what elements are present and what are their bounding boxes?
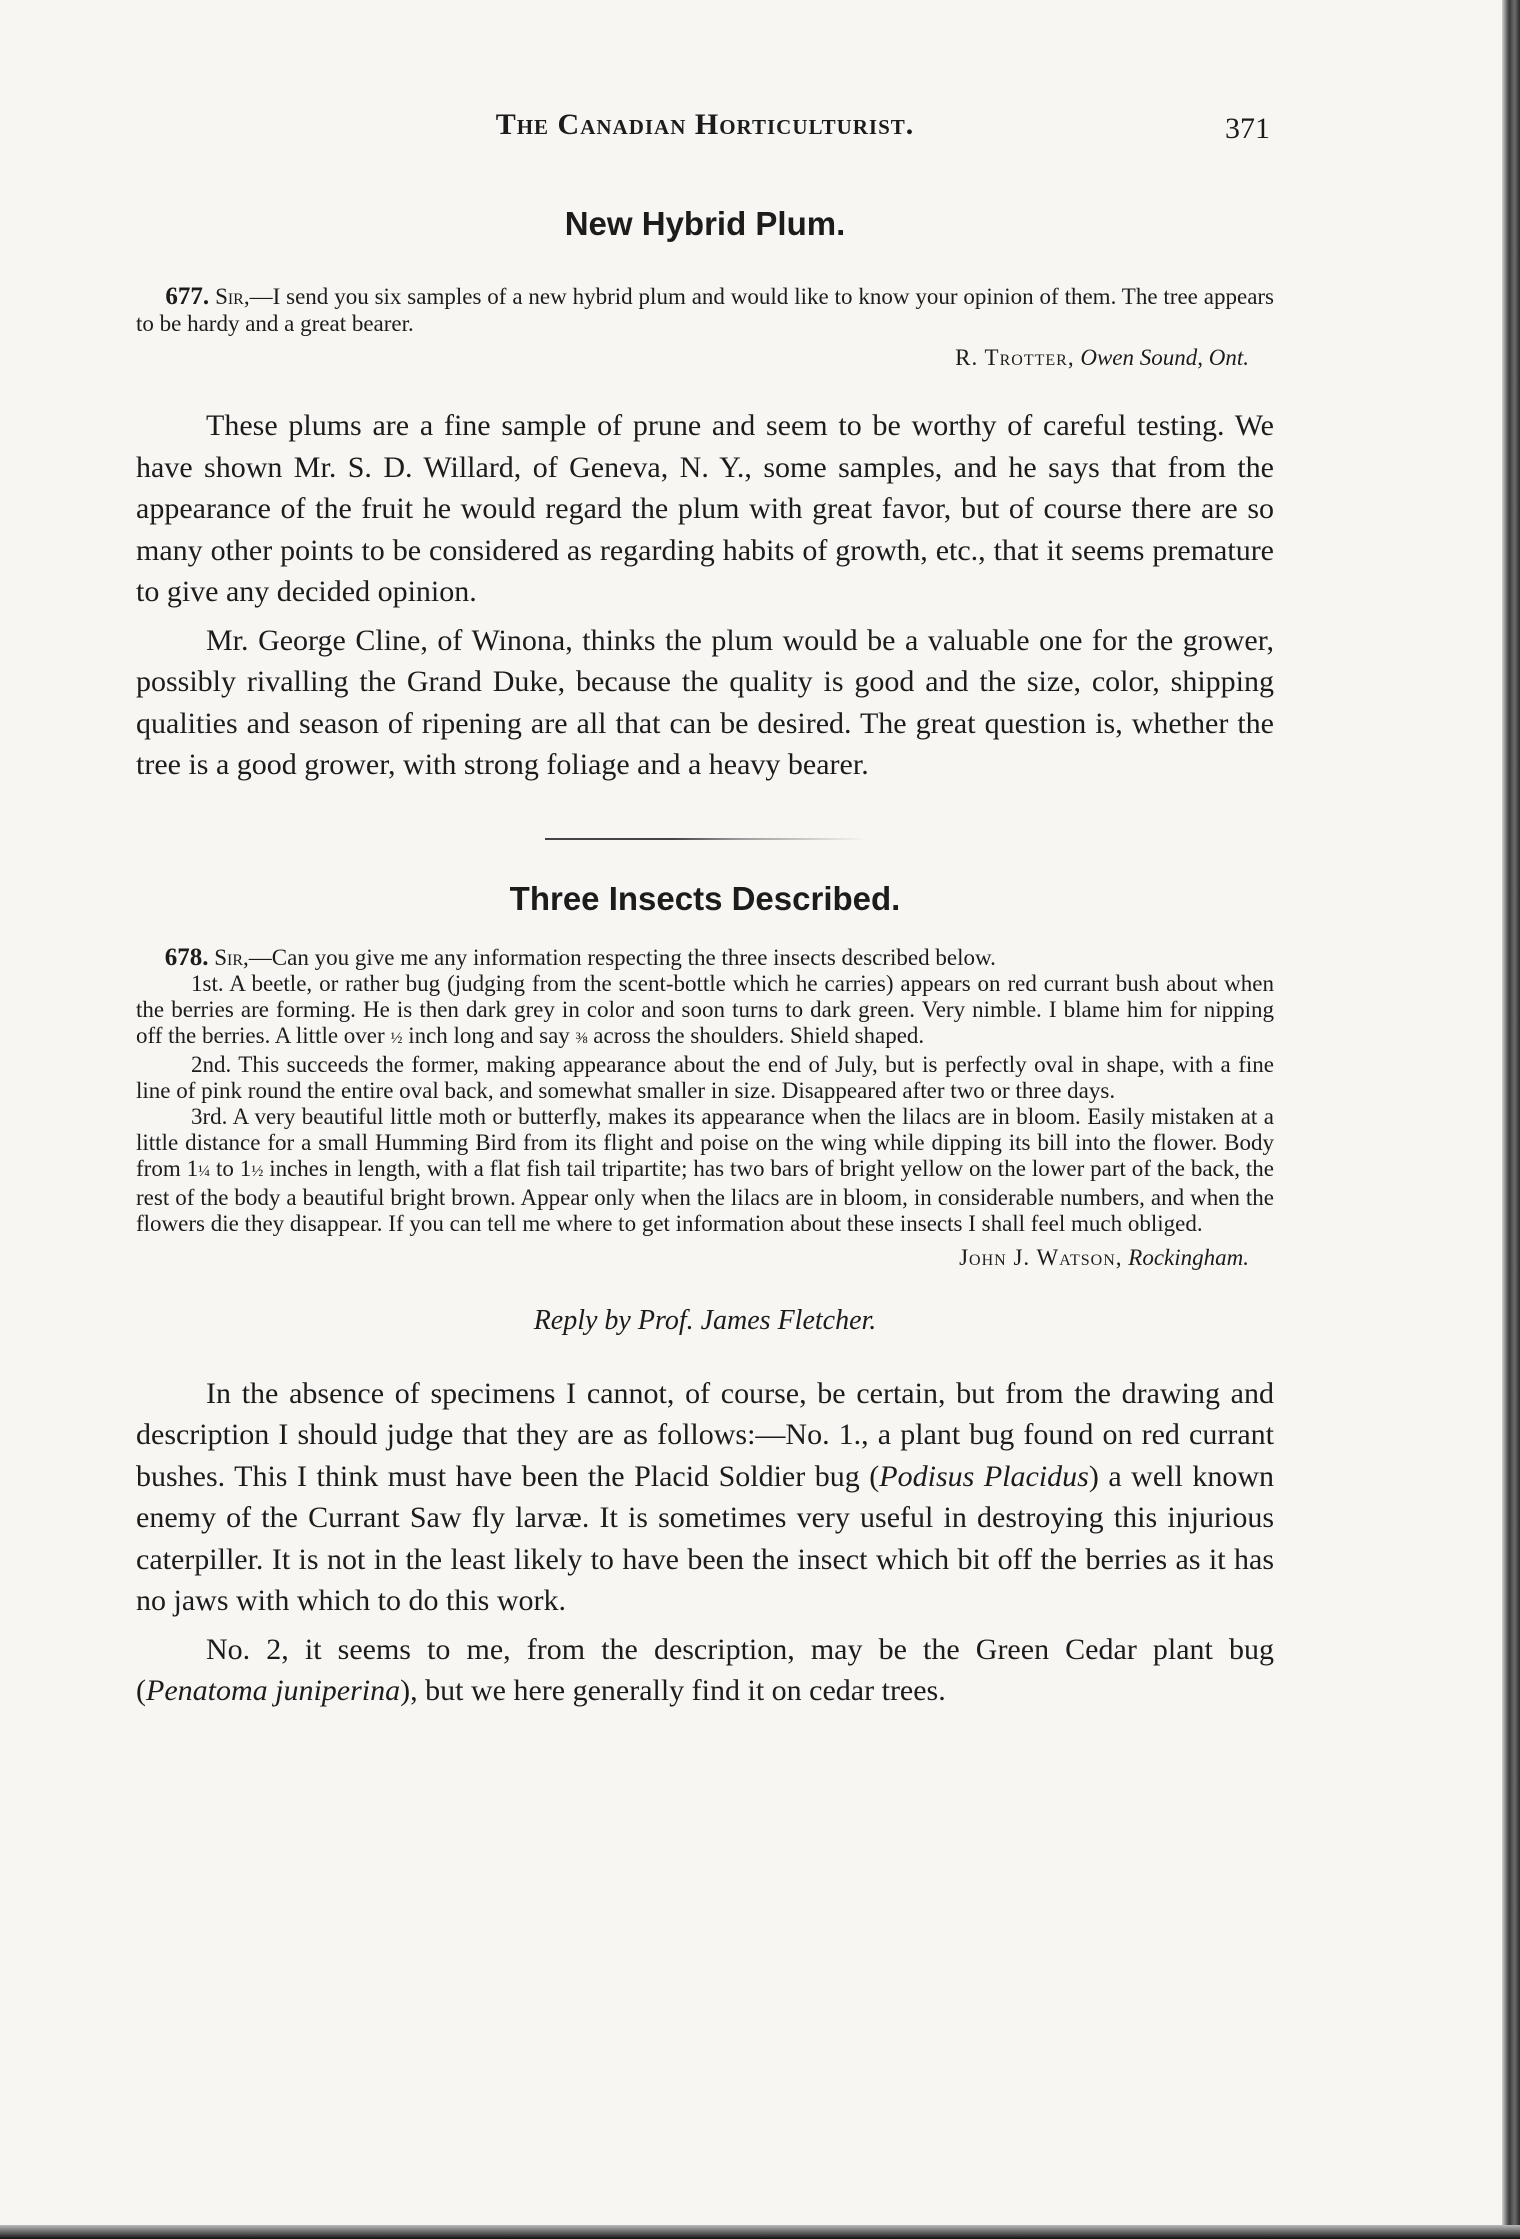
insect-description-1 bbox=[136, 971, 1274, 1052]
reply-paragraph bbox=[136, 1629, 1274, 1712]
page-bottom-edge bbox=[0, 2225, 1520, 2239]
page-content bbox=[136, 205, 1274, 1712]
fraction: ½ bbox=[390, 1029, 403, 1047]
reply-text: No. 2, it seems to me, from the description, may be the Green Cedar plant bug ( bbox=[136, 1632, 1274, 1707]
signature-place: Owen Sound, Ont. bbox=[1080, 345, 1249, 370]
letter-salutation: Sir, bbox=[215, 284, 250, 309]
article-new-hybrid-plum bbox=[136, 205, 1274, 786]
letter-number: 678. bbox=[164, 943, 209, 971]
reply-heading: Reply by Prof. James Fletcher. bbox=[533, 1304, 877, 1336]
letter-678 bbox=[136, 944, 1274, 971]
letter-salutation: Sir, bbox=[214, 944, 249, 970]
species-name: Penatoma juniperina bbox=[146, 1674, 401, 1707]
reply-paragraph bbox=[136, 1373, 1274, 1622]
article-three-insects bbox=[136, 880, 1274, 1712]
reply-text: ) a well known enemy of the Currant Saw fly larvæ. It is sometimes very useful in destroying this injurious caterpiller. It is not in the least likely to have been the insect which bit off the berries as it has no jaws with which to do this work. bbox=[136, 1459, 1275, 1617]
signature-name: John J. Watson, bbox=[959, 1244, 1123, 1270]
signature-name: R. Trotter, bbox=[955, 345, 1075, 370]
letter-number: 677. bbox=[165, 283, 210, 310]
answer-paragraph: These plums are a fine sample of prune and seem to be worthy of careful testing. We have shown Mr. S. D. Willard, of Geneva, N. Y., some samples, and he says that from the appearance of the fruit he would regard the plum with great favor, but of course there are so many other points to be considered as regarding habits of growth, etc., that it seems premature to give any decided opinion. bbox=[136, 409, 1274, 608]
answer-paragraph: Mr. George Cline, of Winona, thinks the plum would be a valuable one for the grower, possibly rivalling the Grand Duke, because the quality is good and the size, color, shipping qualities and season of ripening are all that can be desired. The great question is, whether the tree is a good grower, with strong foliage and a heavy bearer. bbox=[136, 623, 1274, 781]
species-name: Podisus Placidus bbox=[879, 1459, 1089, 1493]
item-text: to 1 bbox=[210, 1155, 252, 1181]
fraction: ⅜ bbox=[575, 1029, 588, 1047]
insect-description-3 bbox=[136, 1104, 1274, 1237]
item-text: 3rd. A very beautiful little moth or butterfly, makes its appearance when the lilacs are in bloom. Easily mistaken at a little distance for a small Humming Bird from its flight and poise on the wing while dipping its bill into the flower. Body from 1 bbox=[136, 1103, 1274, 1181]
letter-signature bbox=[136, 1245, 1249, 1271]
signature-place: Rockingham. bbox=[1128, 1244, 1249, 1270]
letter-signature bbox=[136, 345, 1249, 371]
reply-text: ), but we here generally find it on cedar trees. bbox=[400, 1674, 946, 1707]
item-text: inch long and say bbox=[402, 1022, 576, 1048]
item-text: 1st. A beetle, or rather bug (judging from the scent-bottle which he carries) appears on red currant bush about when the berries are forming. He is then dark grey in color and soon turns to dark green. Very nimble. I blame him for nipping off the berries. A little over bbox=[136, 970, 1274, 1048]
fraction: ¼ bbox=[198, 1162, 211, 1180]
item-text: inches in length, with a flat fish tail tripartite; has two bars of bright yellow on the lower part of the back, the rest of the body a beautiful bright brown. Appear only when the lilacs are in bloom, in considerable numbers, and when the flowers die they disappear. If you can tell me where to get information about these insects I shall feel much obliged. bbox=[136, 1155, 1275, 1236]
item-text: across the shoulders. Shield shaped. bbox=[587, 1022, 925, 1048]
letter-677 bbox=[136, 283, 1274, 337]
fraction: ½ bbox=[251, 1162, 264, 1180]
insect-description-2: 2nd. This succeeds the former, making appearance about the end of July, but is perfectly oval in shape, with a fine line of pink round the entire oval back, and somewhat smaller in size. Disappeared after two or three days. bbox=[136, 1051, 1274, 1103]
article-title: Three Insects Described. bbox=[509, 879, 901, 917]
article-title: New Hybrid Plum. bbox=[564, 205, 846, 242]
letter-text: —I send you six samples of a new hybrid plum and would like to know your opinion of them. The tree appears to be hardy and a great bearer. bbox=[136, 284, 1275, 336]
running-title: The Canadian Horticulturist. bbox=[495, 108, 915, 141]
page-number: 371 bbox=[1225, 112, 1270, 145]
reply-text: In the absence of specimens I cannot, of course, be certain, but from the drawing and description I should judge that they are as follows:—No. 1., a plant bug found on red currant bushes. This I think must have been the Placid Soldier bug ( bbox=[136, 1376, 1274, 1493]
letter-text: —Can you give me any information respecting the three insects described below. bbox=[248, 944, 996, 970]
binding-edge bbox=[1502, 0, 1520, 2239]
page-header bbox=[140, 108, 1270, 158]
